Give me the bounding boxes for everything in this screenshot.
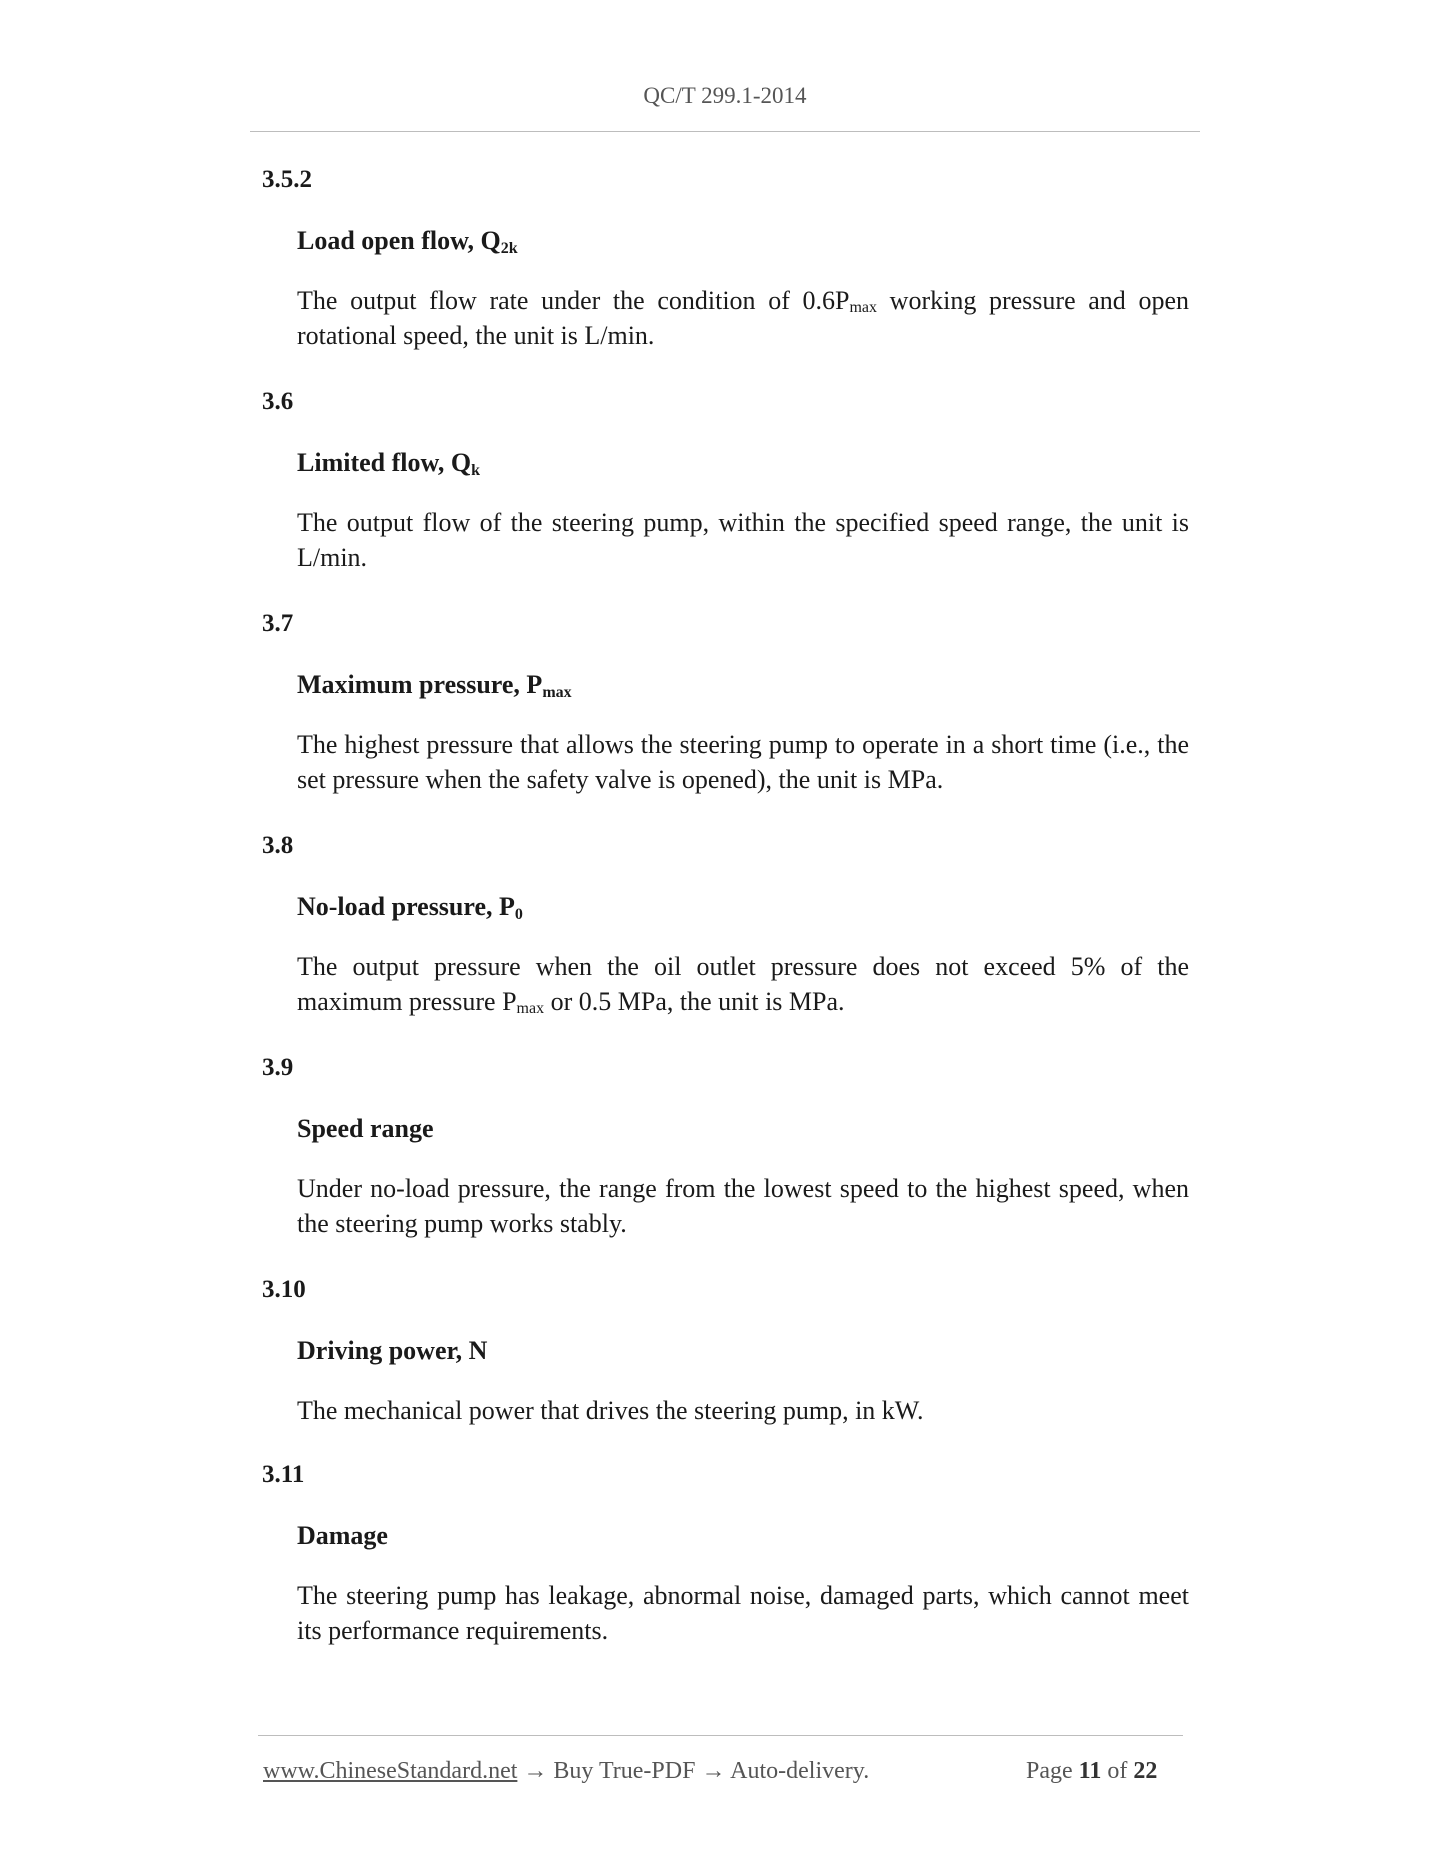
definition-text: The mechanical power that drives the steering pump, in kW. <box>297 1396 924 1425</box>
section-number: 3.6 <box>262 388 294 415</box>
section-number: 3.5.2 <box>262 166 312 193</box>
section-number: 3.11 <box>262 1461 305 1488</box>
definition-text: The output pressure when the oil outlet pressure does not exceed 5% of the maximum pressure $P_{max}$ or 0.5 MPa, the unit is MPa. <box>297 952 1189 1017</box>
document-id-header: QC/T 299.1-2014 <box>643 83 807 108</box>
auto-delivery-text: Auto-delivery. <box>730 1758 870 1784</box>
definition-text: Under no-load pressure, the range from the lowest speed to the highest speed, when the steering pump works stably. <box>297 1174 1189 1238</box>
term-heading: Driving power, N <box>297 1336 488 1365</box>
section-number: 3.7 <box>262 610 294 637</box>
term-heading: Maximum pressure, $P_{max}$ <box>297 670 572 701</box>
page-indicator: Page 11 of 22 <box>1026 1758 1158 1784</box>
section-number: 3.9 <box>262 1054 294 1081</box>
term-heading: No-load pressure, $P_0$ <box>297 892 523 923</box>
term-heading: Damage <box>297 1521 388 1550</box>
term-heading: Load open flow, $Q_{2k}$ <box>297 226 518 257</box>
current-page: 11 <box>1078 1758 1102 1784</box>
term-heading: Limited flow, $Q_k$ <box>297 448 480 479</box>
buy-pdf-link[interactable]: Buy True-PDF <box>553 1758 696 1784</box>
header-divider <box>250 131 1200 132</box>
total-pages: 22 <box>1133 1758 1158 1784</box>
arrow-icon: → <box>523 1758 548 1784</box>
website-link[interactable]: www.ChineseStandard.net <box>263 1758 518 1784</box>
term-heading: Speed range <box>297 1114 434 1143</box>
arrow-icon: → <box>701 1758 726 1784</box>
definition-text: The output flow of the steering pump, within the specified speed range, the unit is L/min. <box>297 508 1189 572</box>
definition-text: The steering pump has leakage, abnormal noise, damaged parts, which cannot meet its performance requirements. <box>297 1581 1189 1645</box>
definition-text: The output flow rate under the condition of $0.6P_{max}$ working pressure and open rotational speed, the unit is L/min. <box>297 286 1190 350</box>
footer-links <box>263 1757 869 1786</box>
section-number: 3.10 <box>262 1276 306 1303</box>
footer-divider <box>258 1735 1183 1736</box>
section-number: 3.8 <box>262 832 294 859</box>
definition-text: The highest pressure that allows the steering pump to operate in a short time (i.e., the set pressure when the safety valve is opened), the unit is MPa. <box>297 730 1189 794</box>
